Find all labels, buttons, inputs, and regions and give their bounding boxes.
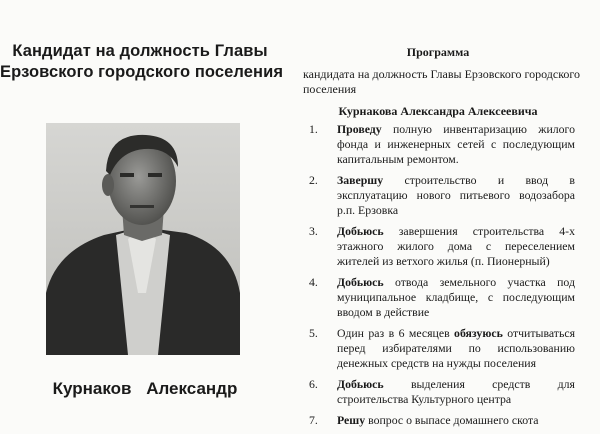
item-verb: Добьюсь [337,275,384,289]
item-verb: Добьюсь [337,377,384,391]
program-title: Программа [406,45,470,59]
item-verb: Завершу [337,173,384,187]
item-number: 4. [309,275,318,289]
item-number: 6. [309,377,318,391]
item-number: 3. [309,224,318,238]
item-number: 5. [309,326,318,340]
list-item [303,275,575,320]
item-number: 1. [309,122,318,136]
candidate-heading-line1: Кандидат на должность Главы [12,42,268,60]
item-text: завершения строительства 4-х этажного жилого дома с переселением жителей из ветхого жилья (п. Пионерный) [337,224,575,268]
program-person: Курнакова Александра Алексеевича [338,104,538,118]
item-text: выделения средств для строительства Культурного центра [337,377,575,406]
list-item [303,413,575,428]
list-item [303,173,575,218]
item-number: 7. [309,413,318,427]
candidate-heading [0,41,284,83]
program-subtitle: кандидата на должность Главы Ерзовского городского поселения [303,67,581,96]
item-number: 2. [309,173,318,187]
item-verb: Проведу [337,122,382,136]
candidate-heading-line2: Ерзовского городского поселения [0,63,284,81]
item-text: отвода земельного участка под муниципальное кладбище, с последующим вводом в действие [337,275,575,319]
item-bold-word: обязуюсь [454,326,503,340]
item-verb: Добьюсь [337,224,384,238]
item-text: отчитываться перед избирателями по использованию денежных средств на нужды поселения [337,326,575,370]
item-text: вопрос о выпасе домашнего скота [365,413,539,427]
program-list [303,122,575,434]
list-item [303,122,575,167]
candidate-name: Курнаков Александр [52,379,238,398]
list-item [303,377,575,407]
item-verb: Решу [337,413,366,427]
list-item [303,326,575,371]
list-item [303,224,575,269]
item-text: Один раз в 6 месяцев [337,326,455,340]
candidate-photo [46,123,240,355]
item-text: строительство и ввод в эксплуатацию нового питьевого водозабора р.п. Ерзовка [337,173,575,217]
item-text: полную инвентаризацию жилого фонда и инженерных сетей с последующим капитальным ремонтом. [337,122,575,166]
